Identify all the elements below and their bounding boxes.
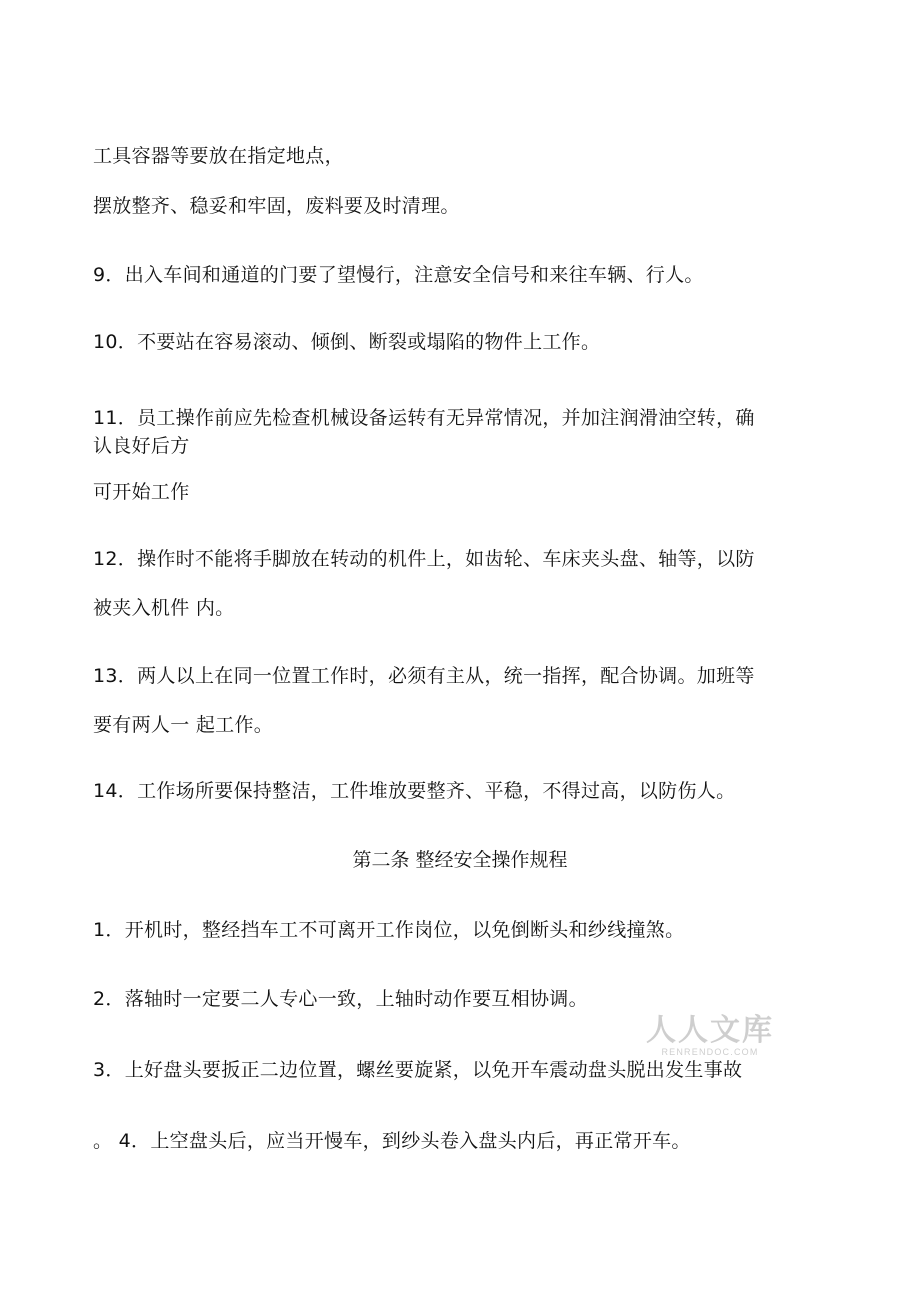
- text-line: 工具容器等要放在指定地点，: [93, 145, 344, 167]
- text-line: 13．两人以上在同一位置工作时，必须有主从，统一指挥，配合协调。加班等: [93, 665, 755, 687]
- text-line: 摆放整齐、稳妥和牢固，废料要及时清理。: [93, 195, 460, 217]
- text-line: 认良好后方: [93, 435, 190, 457]
- text-line: 11．员工操作前应先检查机械设备运转有无异常情况，并加注润滑油空转，确: [93, 407, 755, 429]
- rule-item: 3．上好盘头要扳正二边位置，螺丝要旋紧，以免开车震动盘头脱出发生事故: [93, 1059, 743, 1081]
- text-line: 12．操作时不能将手脚放在转动的机件上，如齿轮、车床夹头盘、轴等，以防: [93, 548, 755, 570]
- text-line: 可开始工作: [93, 481, 190, 503]
- rule-item: 1．开机时，整经挡车工不可离开工作岗位，以免倒断头和纱线撞煞。: [93, 919, 685, 941]
- section-heading: 第二条 整经安全操作规程: [352, 849, 568, 871]
- rule-item: 。 4．上空盘头后，应当开慢车，到纱头卷入盘头内后，再正常开车。: [93, 1130, 691, 1152]
- rule-item: 2．落轴时一定要二人专心一致，上轴时动作要互相协调。: [93, 988, 588, 1010]
- watermark-text: 人人文库: [646, 1013, 774, 1048]
- watermark-logo: [640, 1015, 780, 1057]
- text-line: 9．出入车间和通道的门要了望慢行，注意安全信号和来往车辆、行人。: [93, 264, 704, 286]
- text-line: 被夹入机件 内。: [93, 597, 235, 619]
- text-line: 10．不要站在容易滚动、倾倒、断裂或塌陷的物件上工作。: [93, 331, 601, 353]
- text-line: 14．工作场所要保持整洁，工件堆放要整齐、平稳，不得过高，以防伤人。: [93, 780, 736, 802]
- watermark-subtext: RENRENDOC.COM: [661, 1047, 759, 1057]
- text-line: 要有两人一 起工作。: [93, 714, 274, 736]
